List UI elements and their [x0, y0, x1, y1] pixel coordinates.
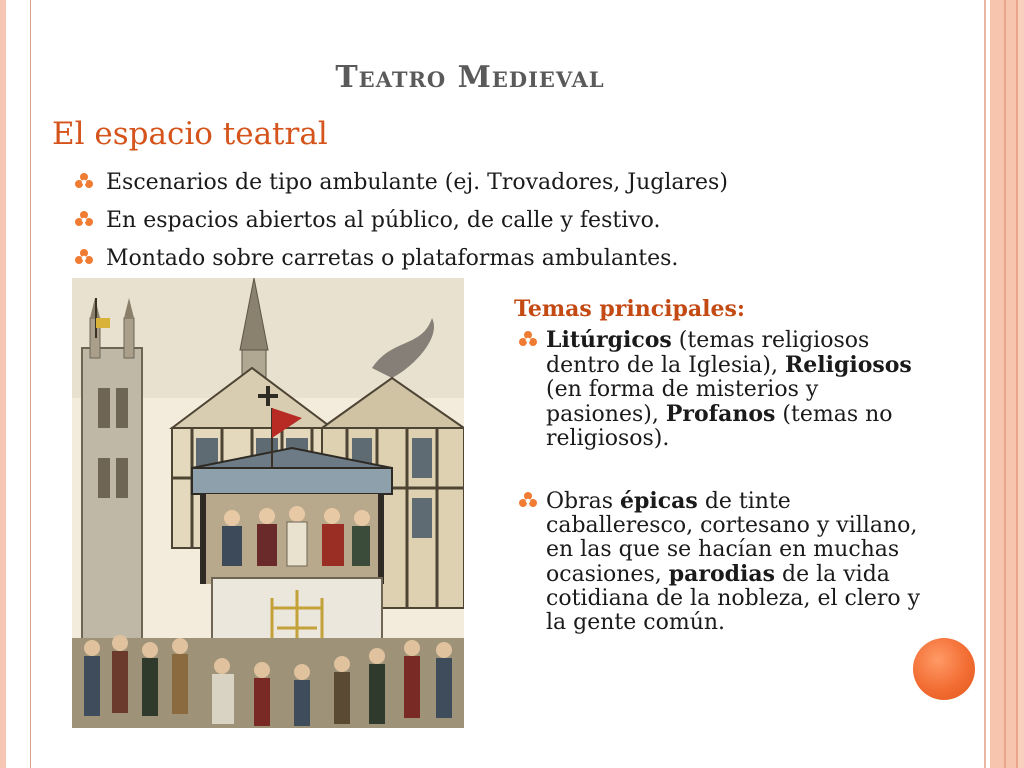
text-segment: Obras	[546, 489, 621, 514]
flower-bullet-icon	[74, 172, 94, 192]
themes-section	[514, 296, 934, 635]
slide-subtitle: El espacio teatral	[52, 116, 328, 152]
bullet-text: En espacios abiertos al público, de calle y festivo.	[106, 208, 661, 233]
list-item	[74, 240, 874, 278]
text-segment: (temas religiosos dentro de la Iglesia),	[546, 328, 870, 378]
flower-bullet-icon	[518, 491, 538, 511]
term-parodias: parodias	[668, 561, 776, 587]
list-item	[514, 489, 934, 635]
list-item	[514, 328, 934, 451]
medieval-theatre-illustration	[72, 278, 464, 728]
top-bullet-list	[74, 164, 874, 278]
flower-bullet-icon	[74, 210, 94, 230]
bullet-text: Montado sobre carretas o plataformas ambulantes.	[106, 246, 679, 271]
text-segment: de tinte caballeresco, cortesano y villano, en las que se hacían en muchas ocasiones,	[546, 489, 918, 587]
bullet-text: Escenarios de tipo ambulante (ej. Trovadores, Juglares)	[106, 170, 728, 195]
flower-bullet-icon	[518, 330, 538, 350]
text-segment: (en forma de misterios y pasiones),	[546, 377, 819, 427]
list-item	[74, 164, 874, 202]
list-item	[74, 202, 874, 240]
left-border-line	[30, 0, 31, 768]
term-profanos: Profanos	[665, 401, 776, 427]
left-border	[0, 0, 38, 768]
term-liturgicos: Litúrgicos	[546, 327, 672, 353]
term-epicas: épicas	[620, 488, 698, 514]
themes-list	[514, 328, 934, 635]
slide-title: Teatro Medieval	[335, 60, 605, 95]
text-segment: (temas no religiosos).	[546, 402, 893, 451]
orange-circle-icon	[913, 638, 975, 700]
right-decorative-stripes	[982, 0, 1024, 768]
text-segment: de la vida cotidiana de la nobleza, el clero y la gente común.	[546, 562, 921, 635]
term-religiosos: Religiosos	[784, 352, 912, 378]
themes-heading: Temas principales:	[514, 296, 745, 322]
flower-bullet-icon	[74, 248, 94, 268]
